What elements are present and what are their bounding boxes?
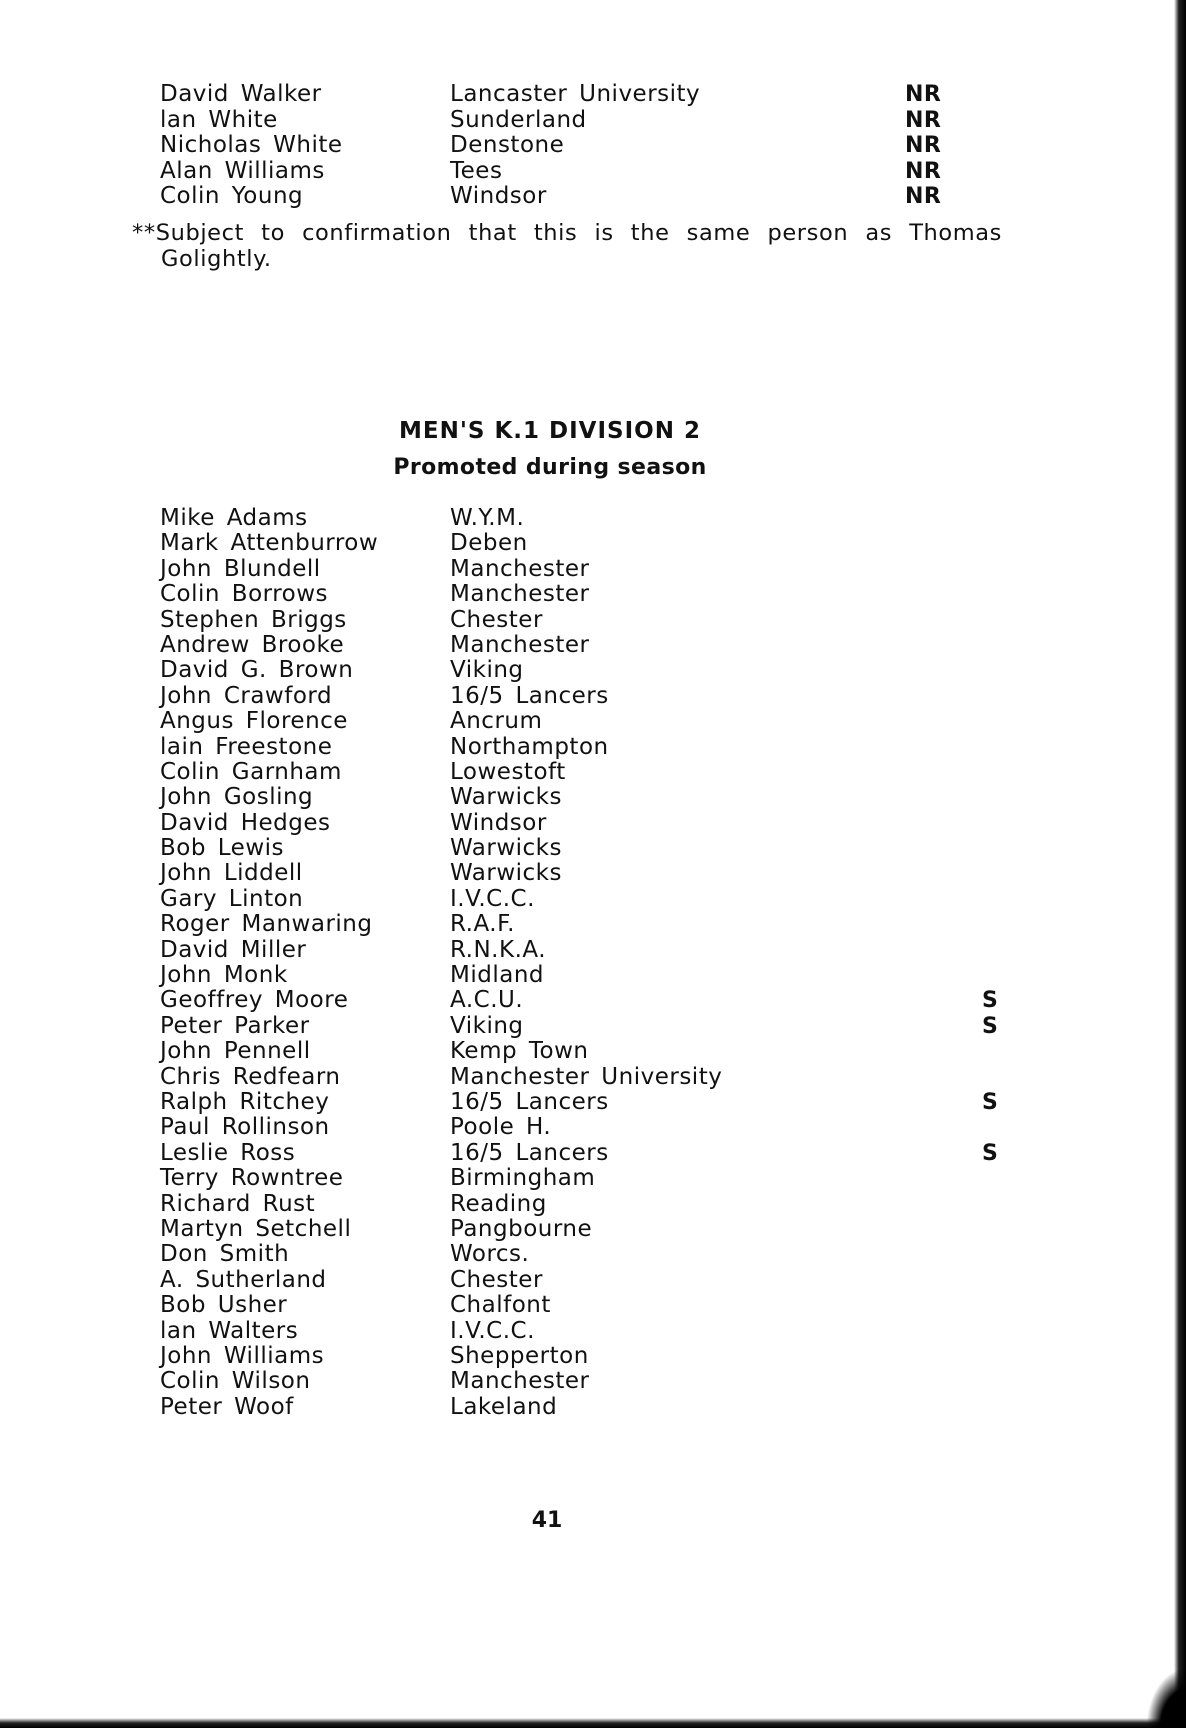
club-name: Poole H. (450, 1114, 552, 1141)
competitor-name: Colin Garnham (160, 758, 342, 785)
club-name: Viking (450, 1012, 524, 1039)
club-name: Pangbourne (450, 1215, 593, 1242)
club-name: Manchester University (450, 1063, 723, 1090)
club-name: Lakeland (450, 1393, 558, 1420)
club-name: Warwicks (450, 860, 562, 887)
page-number-text: 41 (531, 1508, 563, 1533)
competitor-name: Terry Rowntree (160, 1165, 344, 1192)
list-item (160, 1268, 1000, 1293)
list-item (160, 133, 1000, 159)
competitor-name: Alan Williams (160, 157, 325, 184)
continued-results-list (160, 82, 1000, 210)
list-item (160, 1014, 1000, 1039)
list-item (160, 506, 1000, 531)
list-item (160, 557, 1000, 582)
competitor-name: lan Walters (160, 1317, 299, 1344)
competitor-name: John Liddell (160, 860, 303, 887)
scan-edge-corner (1146, 1668, 1186, 1728)
club-name: 16/5 Lancers (450, 1088, 609, 1115)
competitor-name: Nicholas White (160, 132, 343, 159)
club-name: Reading (450, 1190, 547, 1217)
club-name: Birmingham (450, 1165, 596, 1192)
scan-edge-right (1174, 0, 1186, 1728)
section-title: MEN'S K.1 DIVISION 2 (399, 418, 701, 444)
competitor-name: Andrew Brooke (160, 631, 345, 658)
competitor-name: Richard Rust (160, 1190, 316, 1217)
result-mark: S (982, 988, 999, 1014)
competitor-name: David Walker (160, 81, 322, 107)
club-name: R.N.K.A. (450, 936, 547, 963)
club-name: Windsor (450, 183, 547, 210)
competitor-name: John Gosling (160, 784, 314, 811)
competitor-name: Colin Wilson (160, 1368, 311, 1395)
competitor-name: Colin Borrows (160, 581, 329, 608)
list-item (160, 811, 1000, 836)
competitor-name: Peter Woof (160, 1393, 294, 1420)
competitor-name: Bob Usher (160, 1292, 288, 1319)
competitor-name: Chris Redfearn (160, 1063, 341, 1090)
club-name: Deben (450, 530, 528, 557)
footnote-line: Golightly. (161, 246, 272, 272)
competitor-name: John Monk (160, 962, 288, 989)
club-name: 16/5 Lancers (450, 1139, 609, 1166)
result-mark: NR (905, 184, 942, 210)
competitor-name: A. Sutherland (160, 1266, 327, 1293)
competitor-name: Don Smith (160, 1241, 290, 1268)
list-item (160, 887, 1000, 912)
list-item (160, 1090, 1000, 1115)
list-item (160, 1065, 1000, 1090)
club-name: I.V.C.C. (450, 885, 535, 912)
club-name: Chalfont (450, 1292, 551, 1319)
club-name: Chester (450, 606, 543, 633)
list-item (160, 184, 1000, 210)
competitor-name: John Blundell (160, 555, 321, 582)
club-name: Northampton (450, 733, 609, 760)
club-name: Kemp Town (450, 1038, 589, 1065)
competitor-name: Bob Lewis (160, 835, 285, 862)
list-item (160, 582, 1000, 607)
competitor-name: David G. Brown (160, 657, 354, 684)
competitor-name: Geoffrey Moore (160, 987, 349, 1014)
list-item (160, 836, 1000, 861)
result-mark: NR (905, 133, 942, 159)
club-name: Manchester (450, 581, 590, 608)
club-name: Tees (450, 157, 503, 184)
competitor-name: Angus Florence (160, 708, 348, 735)
club-name: Sunderland (450, 106, 587, 133)
list-item (160, 735, 1000, 760)
club-name: Manchester (450, 631, 590, 658)
club-name: Warwicks (450, 784, 562, 811)
competitor-name: Mike Adams (160, 505, 308, 531)
competitor-name: Stephen Briggs (160, 606, 347, 633)
result-mark: NR (905, 107, 942, 133)
list-item (160, 108, 1000, 134)
competitor-name: Paul Rollinson (160, 1114, 330, 1141)
club-name: Lowestoft (450, 758, 566, 785)
club-name: Denstone (450, 132, 565, 159)
list-item (160, 1141, 1000, 1166)
competitor-name: John Williams (160, 1342, 325, 1369)
competitor-name: Ralph Ritchey (160, 1088, 330, 1115)
competitor-name: David Hedges (160, 809, 331, 836)
competitor-name: Roger Manwaring (160, 911, 373, 938)
competitor-name: lan White (160, 106, 278, 133)
club-name: Chester (450, 1266, 543, 1293)
list-item (160, 684, 1000, 709)
list-item (160, 861, 1000, 886)
page-number (0, 1508, 1094, 1533)
club-name: I.V.C.C. (450, 1317, 535, 1344)
competitor-name: Peter Parker (160, 1012, 310, 1039)
club-name: R.A.F. (450, 911, 515, 938)
list-item (160, 1217, 1000, 1242)
result-mark: S (982, 1013, 999, 1039)
competitor-name: lain Freestone (160, 733, 333, 760)
list-item (160, 963, 1000, 988)
section-subtitle: Promoted during season (393, 455, 707, 480)
result-mark: NR (905, 82, 942, 107)
list-item (160, 1369, 1000, 1394)
list-item (160, 785, 1000, 810)
competitor-name: Gary Linton (160, 885, 304, 912)
club-name: Shepperton (450, 1342, 589, 1369)
promoted-competitors-list (160, 506, 1000, 1420)
club-name: Viking (450, 657, 524, 684)
list-item (160, 159, 1000, 185)
list-item (160, 608, 1000, 633)
competitor-name: David Miller (160, 936, 307, 963)
list-item (160, 938, 1000, 963)
result-mark: S (982, 1140, 999, 1166)
list-item (160, 988, 1000, 1013)
club-name: Manchester (450, 555, 590, 582)
list-item (160, 1319, 1000, 1344)
list-item (160, 1344, 1000, 1369)
list-item (160, 1242, 1000, 1267)
competitor-name: Martyn Setchell (160, 1215, 352, 1242)
list-item (160, 760, 1000, 785)
club-name: A.C.U. (450, 987, 524, 1014)
competitor-name: Leslie Ross (160, 1139, 296, 1166)
list-item (160, 531, 1000, 556)
club-name: Worcs. (450, 1241, 530, 1268)
club-name: Manchester (450, 1368, 590, 1395)
competitor-name: John Crawford (160, 682, 333, 709)
result-mark: S (982, 1089, 999, 1115)
club-name: Midland (450, 962, 544, 989)
list-item (160, 633, 1000, 658)
competitor-name: Colin Young (160, 183, 304, 210)
list-item (160, 1115, 1000, 1140)
club-name: 16/5 Lancers (450, 682, 609, 709)
club-name: W.Y.M. (450, 505, 525, 531)
result-mark: NR (905, 158, 942, 184)
list-item (160, 82, 1000, 108)
list-item (160, 1395, 1000, 1420)
club-name: Ancrum (450, 708, 543, 735)
list-item (160, 658, 1000, 683)
club-name: Windsor (450, 809, 547, 836)
scan-edge-bottom (0, 1718, 1186, 1728)
list-item (160, 912, 1000, 937)
club-name: Lancaster University (450, 81, 701, 107)
competitor-name: John Pennell (160, 1038, 311, 1065)
footnote-line: **Subject to confirmation that this is the same person as Thomas (132, 220, 1002, 246)
footnote (132, 220, 1002, 272)
list-item (160, 1192, 1000, 1217)
competitor-name: Mark Attenburrow (160, 530, 379, 557)
list-item (160, 1293, 1000, 1318)
list-item (160, 709, 1000, 734)
list-item (160, 1166, 1000, 1191)
club-name: Warwicks (450, 835, 562, 862)
list-item (160, 1039, 1000, 1064)
